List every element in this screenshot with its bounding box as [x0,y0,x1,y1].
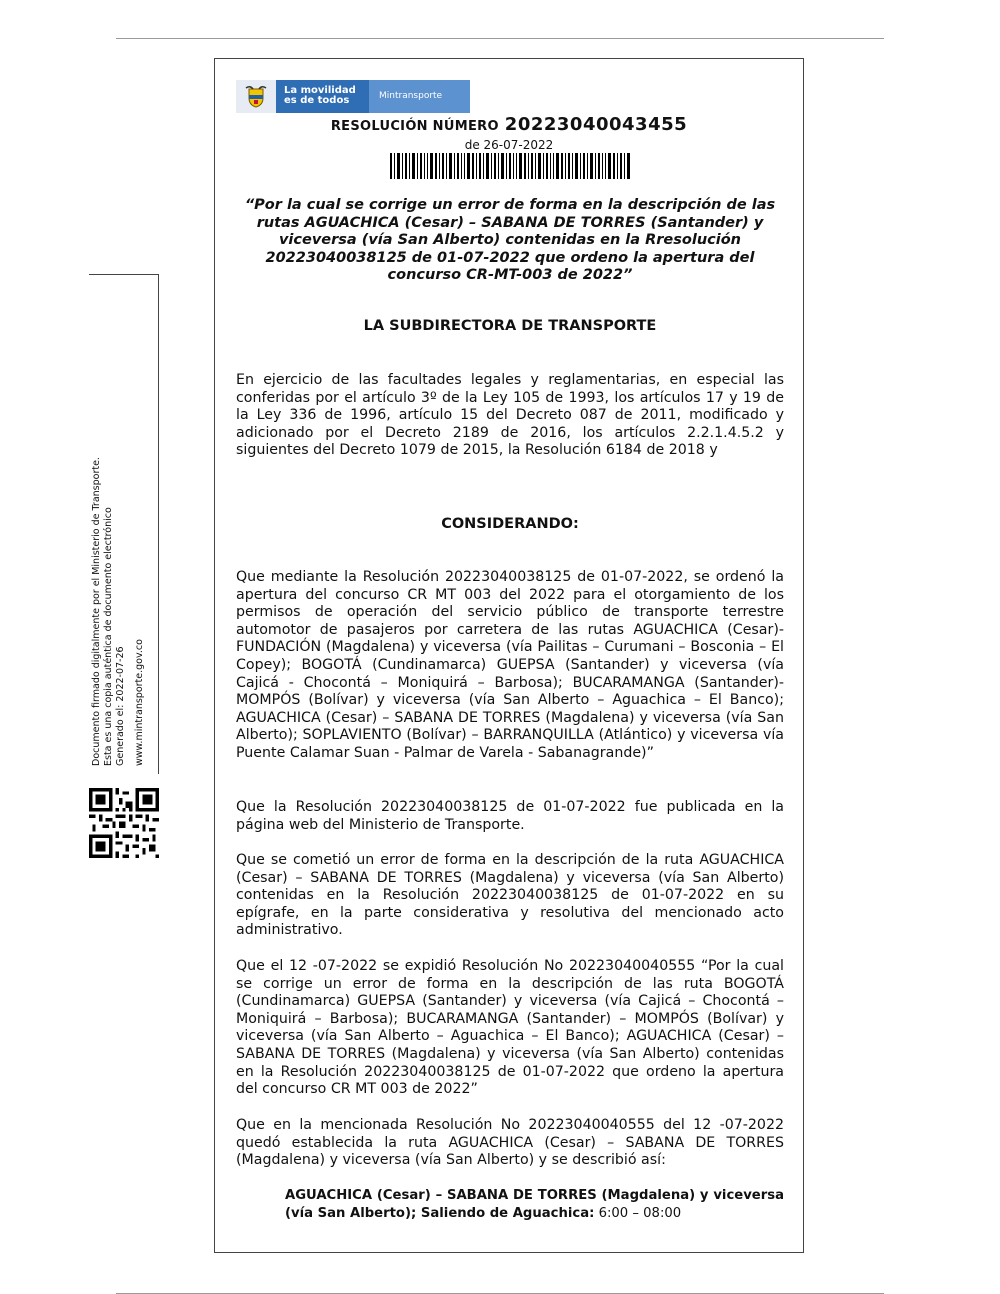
resolution-date: de 26-07-2022 [464,138,554,152]
considerando-paragraph-5: Que en la mencionada Resolución No 20223040040555 del 12 -07-2022 quedó establecida la ruta AGUACHICA (Cesar) – SABANA DE TORRES (Magdalena) y viceversa (vía San Alberto) y se describió así: [236,1117,784,1169]
sidebar-website: www.mintransporte.gov.co [134,639,145,766]
authority-heading: LA SUBDIRECTORA DE TRANSPORTE [363,318,657,334]
considerando-paragraph-3: Que se cometió un error de forma en la descripción de la ruta AGUACHICA (Cesar) – SABANA DE TORRES (Magdalena) y viceversa (vía San Alberto) contenidas en la Resolución 20223040038125 de 01-07-2022 en su epígrafe, en la parte considerativa y resolutiva del mencionado acto administrativo. [236,852,784,939]
barcode-icon [390,153,630,179]
logo-ministry-name: Mintransporte [369,80,470,113]
considerando-heading: CONSIDERANDO: [441,516,579,532]
sidebar-signed-text: Documento firmado digitalmente por el Ministerio de Transporte. [91,457,102,766]
sidebar-generated-text: Generado el: 2022-07-26 [115,646,126,766]
ministry-logo [236,80,470,113]
resolution-title: “Por la cual se corrige un error de forma en la descripción de las rutas AGUACHICA (Cesar) – SABANA DE TORRES (Santander) y viceversa (vía San Alberto) contenidas en la Rresolución 20223040038125 de 01-07-2022 que ordeno la apertura del concurso CR-MT-003 de 2022” [244,197,776,283]
logo-tagline-line1: La movilidad [284,85,356,96]
considerando-paragraph-2: Que la Resolución 20223040038125 de 01-07-2022 fue publicada en la página web del Ministerio de Transporte. [236,799,784,833]
qr-code-icon [89,788,159,858]
resolution-label: RESOLUCIÓN NÚMERO [330,119,499,134]
route-quote-bold: AGUACHICA (Cesar) – SABANA DE TORRES (Magdalena) y viceversa (vía San Alberto); Saliendo de Aguachica: [285,1188,784,1221]
route-quote [285,1187,784,1222]
resolution-number: 20223040043455 [504,114,688,135]
logo-tagline [276,80,369,113]
colombia-coat-of-arms-icon [236,80,276,113]
logo-tagline-line2: es de todos [284,95,350,106]
preamble-paragraph: En ejercicio de las facultades legales y reglamentarias, en especial las conferidas por el artículo 3º de la Ley 105 de 1993, los artículos 17 y 19 de la Ley 336 de 1996, artículo 15 del Decreto 087 de 2011, modificado y adicionado por el Decreto 2189 de 2016, los artículos 2.2.1.4.5.2 y siguientes del Decreto 1079 de 2015, la Resolución 6184 de 2018 y [236,372,784,459]
route-quote-schedule: 6:00 – 08:00 [594,1205,682,1221]
sidebar-copy-text: Esta es una copia auténtica de documento electrónico [103,507,114,766]
top-rule [116,38,884,39]
considerando-paragraph-1: Que mediante la Resolución 20223040038125 de 01-07-2022, se ordenó la apertura del concurso CR MT 003 del 2022 para el otorgamiento de los permisos de operación del servicio público de transporte terrestre automotor de pasajeros por carretera de las rutas AGUACHICA (Cesar)- FUNDACIÓN (Magdalena) y viceversa (vía Pailitas – Curumani – Bosconia – El Copey); BOGOTÁ (Cundinamarca) GUEPSA (Santander) y viceversa (vía Cajicá - Chocontá – Moniquirá – Barbosa); BUCARAMANGA (Santander)- MOMPÓS (Bolívar) y viceversa (vía San Alberto – Aguachica – El Banco); AGUACHICA (Cesar) – SABANA DE TORRES (Magdalena) y viceversa (vía San Alberto); SOPLAVIENTO (Bolívar) – BARRANQUILLA (Atlántico) y viceversa vía Puente Calamar Suan - Palmar de Varela - Sabanagrande)” [236,569,784,761]
resolution-number-line [214,114,804,135]
considerando-paragraph-4: Que el 12 -07-2022 se expidió Resolución No 20223040040555 “Por la cual se corrige un error de forma en la descripción de las ruta BOGOTÁ (Cundinamarca) GUEPSA (Santander) y viceversa (vía Cajicá – Chocontá – Moniquirá – Barbosa); BUCARAMANGA (Santander) – MOMPÓS (Bolívar) y viceversa (vía San Alberto – Aguachica – El Banco); AGUACHICA (Cesar) – SABANA DE TORRES (Magdalena) y viceversa (vía San Alberto) contenidas en la Resolución 20223040038125 de 01-07-2022 que ordeno la apertura del concurso CR MT 003 de 2022” [236,958,784,1098]
